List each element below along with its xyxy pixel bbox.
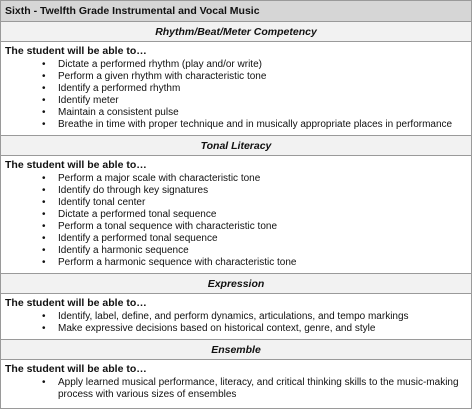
section-intro: The student will be able to…: [5, 45, 147, 57]
competency-list: [5, 377, 467, 401]
list-item: • Breathe in time with proper technique and in musically appropriate places in performance: [5, 119, 467, 131]
list-item: • Identify, label, define, and perform dynamics, articulations, and tempo markings: [5, 311, 467, 323]
table-title: Sixth - Twelfth Grade Instrumental and Vocal Music: [1, 1, 471, 22]
list-item: • Identify do through key signatures: [5, 185, 467, 197]
competency-list: [5, 311, 467, 335]
list-item: • Perform a major scale with characteristic tone: [5, 173, 467, 185]
section-intro: The student will be able to…: [5, 363, 147, 375]
section-heading-expression: Expression: [1, 274, 471, 294]
section-intro: The student will be able to…: [5, 159, 147, 171]
section-heading-rhythm: Rhythm/Beat/Meter Competency: [1, 22, 471, 42]
list-item: • Identify meter: [5, 95, 467, 107]
section-body-ensemble: [1, 360, 471, 405]
list-item: • Dictate a performed rhythm (play and/or write): [5, 59, 467, 71]
list-item: • Perform a harmonic sequence with characteristic tone: [5, 257, 467, 269]
competency-list: [5, 173, 467, 269]
list-item: • Perform a given rhythm with characteristic tone: [5, 71, 467, 83]
competency-list: [5, 59, 467, 131]
section-body-rhythm: [1, 42, 471, 136]
list-item: • Apply learned musical performance, literacy, and critical thinking skills to the music-making process with various sizes of ensembles: [5, 377, 467, 401]
list-item: • Identify tonal center: [5, 197, 467, 209]
section-intro: The student will be able to…: [5, 297, 147, 309]
section-heading-tonal: Tonal Literacy: [1, 136, 471, 156]
list-item: • Identify a performed tonal sequence: [5, 233, 467, 245]
list-item: • Make expressive decisions based on historical context, genre, and style: [5, 323, 467, 335]
list-item: • Identify a performed rhythm: [5, 83, 467, 95]
section-heading-ensemble: Ensemble: [1, 340, 471, 360]
section-body-expression: [1, 294, 471, 340]
section-body-tonal: [1, 156, 471, 274]
list-item: • Dictate a performed tonal sequence: [5, 209, 467, 221]
list-item: • Identify a harmonic sequence: [5, 245, 467, 257]
list-item: • Perform a tonal sequence with characteristic tone: [5, 221, 467, 233]
list-item: • Maintain a consistent pulse: [5, 107, 467, 119]
